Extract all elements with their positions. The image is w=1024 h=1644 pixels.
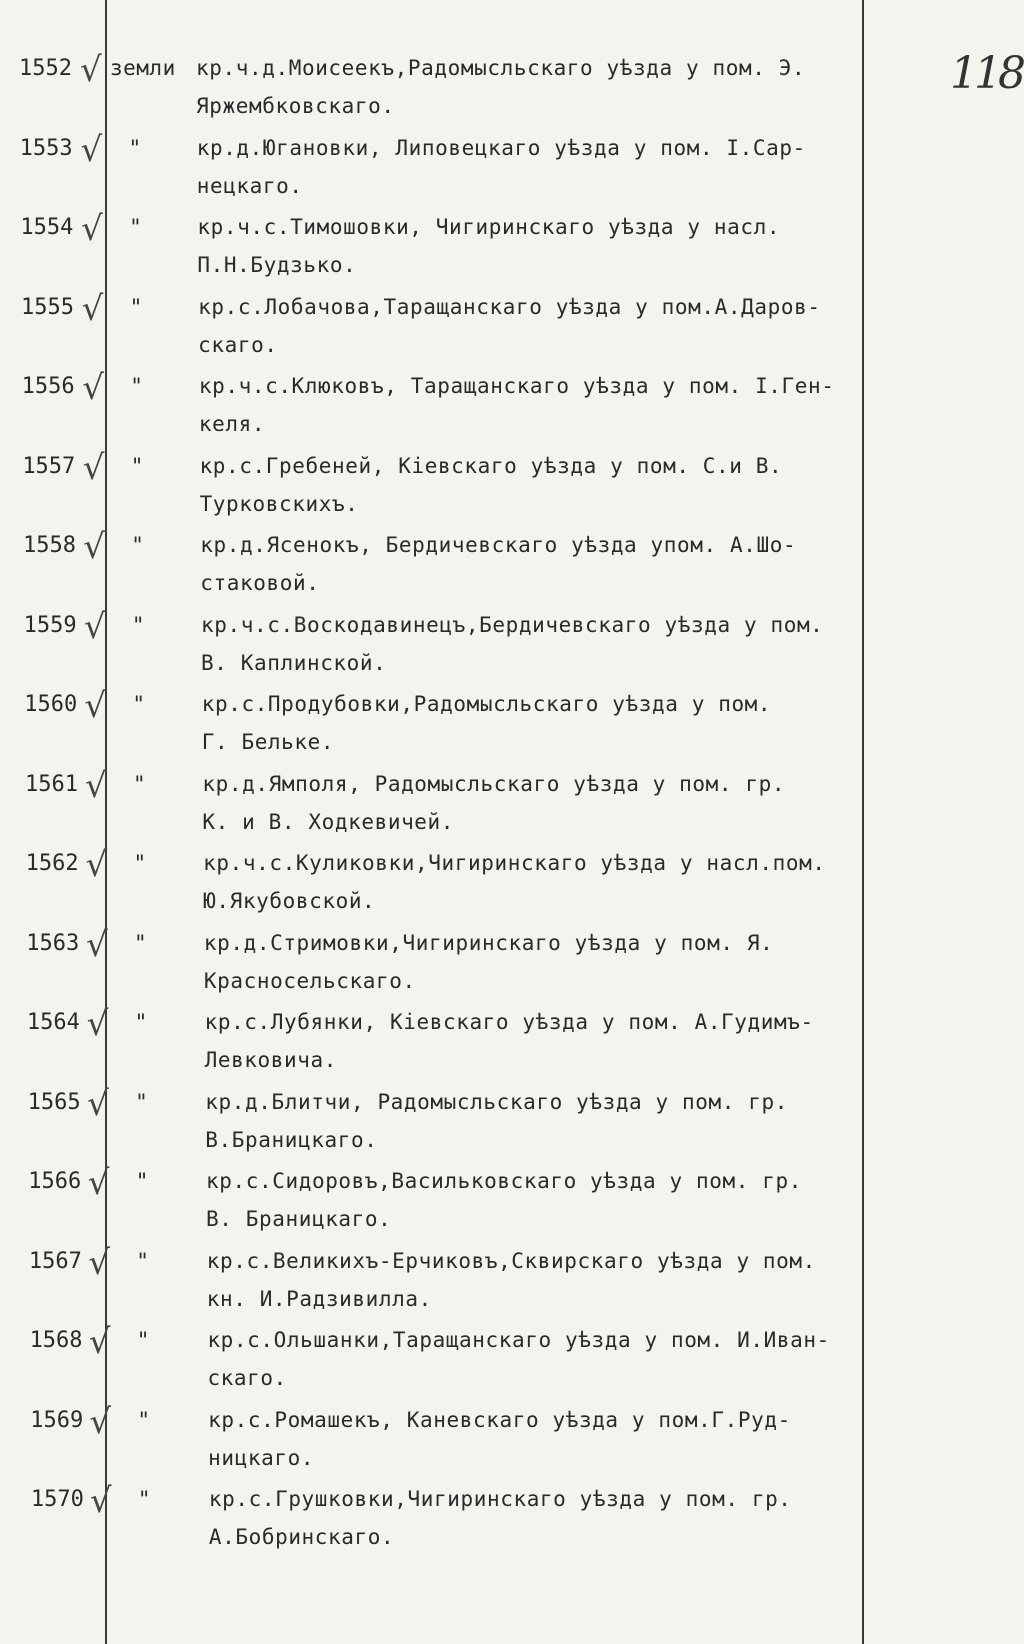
entry-text-line1: кр.с.Ромашекъ, Каневскаго уѣзда у пом.Г.Руд-	[208, 1407, 791, 1432]
list-item	[0, 50, 1024, 136]
entry-text-line1: кр.с.Великихъ-Ерчиковъ,Сквирскаго уѣзда у пом.	[206, 1248, 816, 1273]
checkmark-icon: √	[87, 1163, 110, 1203]
entry-number: 1554	[20, 215, 74, 240]
entry-number: 1570	[30, 1487, 84, 1512]
list-item	[0, 447, 1024, 534]
entry-text-line2: Левковича.	[204, 1048, 338, 1072]
entry-text-line1: кр.с.Гребеней, Кіевскаго уѣзда у пом. С.и В.	[199, 453, 783, 478]
entry-text-line2: К. и В. Ходкевичей.	[202, 809, 455, 834]
entry-number: 1552	[19, 56, 72, 81]
entry-number: 1565	[27, 1089, 81, 1115]
entry-kind: "	[136, 1248, 150, 1273]
entry-number: 1569	[30, 1407, 84, 1433]
checkmark-icon: √	[84, 686, 107, 726]
entry-text-line1: кр.с.Лубянки, Кіевскаго уѣзда у пом. А.Гудимъ-	[204, 1010, 814, 1034]
checkmark-icon: √	[81, 288, 104, 329]
entry-kind: "	[132, 692, 146, 716]
entry-text-line2: келя.	[198, 412, 266, 436]
entry-kind: "	[134, 1010, 148, 1034]
entry-kind: "	[131, 533, 145, 557]
entry-text-line1: кр.д.Ямполя, Радомысльскаго уѣзда у пом. гр.	[202, 771, 786, 796]
entry-number: 1564	[26, 1010, 80, 1035]
entry-kind: "	[135, 1169, 149, 1193]
entry-text-line2: Яржембковскаго.	[196, 94, 395, 118]
list-item	[0, 845, 1024, 931]
checkmark-icon: √	[88, 1242, 110, 1283]
entry-text-line1: кр.ч.с.Тимошовки, Чигиринскаго уѣзда у насл.	[197, 215, 781, 239]
entry-text-line1: кр.ч.с.Воскодавинецъ,Бердичевскаго уѣзда у пом.	[201, 612, 824, 637]
checkmark-icon: √	[81, 209, 103, 249]
checkmark-icon: √	[89, 1401, 112, 1442]
entry-number: 1566	[28, 1169, 82, 1194]
entry-number: 1567	[28, 1248, 82, 1274]
entry-number: 1553	[19, 135, 73, 161]
list-item	[0, 686, 1024, 772]
entry-text-line1: кр.д.Ясенокъ, Бердичевскаго уѣзда упом. А.Шо-	[200, 533, 797, 557]
entry-kind: "	[131, 612, 145, 637]
entry-text-line2: Г. Белькe.	[201, 730, 335, 754]
list-item	[0, 765, 1024, 852]
entry-number: 1556	[21, 374, 75, 399]
checkmark-icon: √	[87, 1083, 109, 1124]
checkmark-icon: √	[83, 606, 106, 647]
checkmark-icon: √	[88, 1322, 111, 1362]
list-item	[0, 527, 1024, 613]
entry-text-line2: В. Браницкаго.	[206, 1207, 392, 1231]
entry-text-line2: П.Н.Будзько.	[197, 253, 357, 277]
entry-text-line2: стаковой.	[200, 571, 320, 595]
entry-kind: земли	[110, 56, 176, 80]
entry-kind: "	[135, 1089, 149, 1114]
checkmark-icon: √	[84, 765, 107, 806]
entry-text-line2: А.Бобринскаго.	[208, 1525, 395, 1549]
entry-text-line2: ницкаго.	[208, 1445, 315, 1470]
list-item	[0, 1083, 1024, 1170]
entry-kind: "	[128, 135, 142, 160]
entry-text-line2: кн. И.Радзивилла.	[206, 1286, 432, 1311]
entry-number: 1561	[24, 771, 78, 797]
list-item	[0, 1242, 1024, 1329]
entry-text-line1: кр.с.Ольшанки,Таращанскаго уѣзда у пом. И.Иван-	[207, 1328, 830, 1352]
entry-text-line1: кр.с.Продубовки,Радомысльскаго уѣзда у пом.	[201, 692, 772, 716]
list-item	[0, 1481, 1024, 1567]
list-item	[0, 606, 1024, 693]
list-item	[0, 209, 1024, 295]
list-item	[0, 1004, 1024, 1090]
entry-text-line2: нецкаго.	[196, 173, 303, 198]
entry-kind: "	[129, 294, 143, 319]
entry-kind: "	[132, 771, 147, 796]
entry-text-line1: кр.с.Лобачова,Таращанскаго уѣзда у пом.А.Даров-	[198, 294, 821, 319]
entry-number: 1559	[23, 612, 77, 638]
entry-text-line1: кр.ч.д.Моисеекъ,Радомысльскаго уѣзда у пом. Э.	[196, 56, 806, 80]
entry-text-line1: кр.д.Стримовки,Чигиринскаго уѣзда у пом. Я.	[203, 930, 774, 955]
checkmark-icon: √	[80, 129, 103, 170]
list-item	[0, 924, 1024, 1011]
list-item	[0, 1401, 1024, 1488]
entry-number: 1568	[29, 1328, 83, 1353]
entry-number: 1563	[26, 930, 80, 956]
entry-text-line1: кр.ч.с.Куликовки,Чигиринскаго уѣзда у насл.пом.	[203, 851, 826, 875]
entry-text-line2: скаго.	[207, 1366, 287, 1390]
entry-kind: "	[129, 215, 143, 239]
entry-number: 1555	[20, 294, 74, 320]
checkmark-icon: √	[82, 447, 105, 488]
list-item	[0, 368, 1024, 454]
entry-text-line1: кр.д.Блитчи, Радомысльскаго уѣзда у пом. гр.	[205, 1089, 788, 1114]
entry-kind: "	[130, 453, 144, 478]
entry-text-line2: скаго.	[198, 332, 278, 357]
list-item	[0, 288, 1024, 375]
entry-kind: "	[136, 1328, 150, 1352]
list-item	[0, 1163, 1024, 1249]
entry-kind: "	[134, 930, 148, 955]
entry-text-line2: Ю.Якубовской.	[203, 889, 376, 913]
entry-text-line2: В. Каплинской.	[201, 650, 387, 675]
entry-text-line1: кр.д.Югановки, Липовецкаго уѣзда у пом. I.Сар-	[196, 135, 806, 160]
entry-kind: "	[130, 374, 144, 398]
checkmark-icon: √	[85, 845, 108, 885]
entry-number: 1558	[22, 533, 76, 558]
checkmark-icon: √	[86, 924, 108, 965]
entry-kind: "	[137, 1407, 151, 1432]
entry-text-line2: Красносельскаго.	[203, 968, 416, 993]
handwritten-page-number: 118	[950, 48, 1022, 99]
checkmark-icon: √	[89, 1481, 112, 1521]
entry-number: 1560	[24, 692, 78, 717]
checkmark-icon: √	[82, 368, 104, 408]
list-item	[0, 1322, 1024, 1408]
entry-text-line2: Турковскихъ.	[199, 491, 359, 516]
entry-number: 1562	[25, 851, 79, 876]
checkmark-icon: √	[80, 50, 102, 90]
entry-text-line1: кр.с.Сидоровъ,Васильковскаго уѣзда у пом. гр.	[206, 1169, 802, 1193]
entry-kind: "	[133, 851, 147, 875]
list-item	[0, 129, 1024, 216]
entry-text-line2: В.Браницкаго.	[205, 1127, 378, 1152]
checkmark-icon: √	[86, 1004, 109, 1044]
entry-text-line1: кр.ч.с.Клюковъ, Таращанскаго уѣзда у пом. I.Ген-	[198, 374, 835, 398]
entry-text-line1: кр.с.Грушковки,Чигиринскаго уѣзда у пом. гр.	[208, 1487, 792, 1511]
entry-number: 1557	[22, 453, 76, 479]
entry-kind: "	[137, 1487, 152, 1511]
checkmark-icon: √	[83, 527, 105, 567]
